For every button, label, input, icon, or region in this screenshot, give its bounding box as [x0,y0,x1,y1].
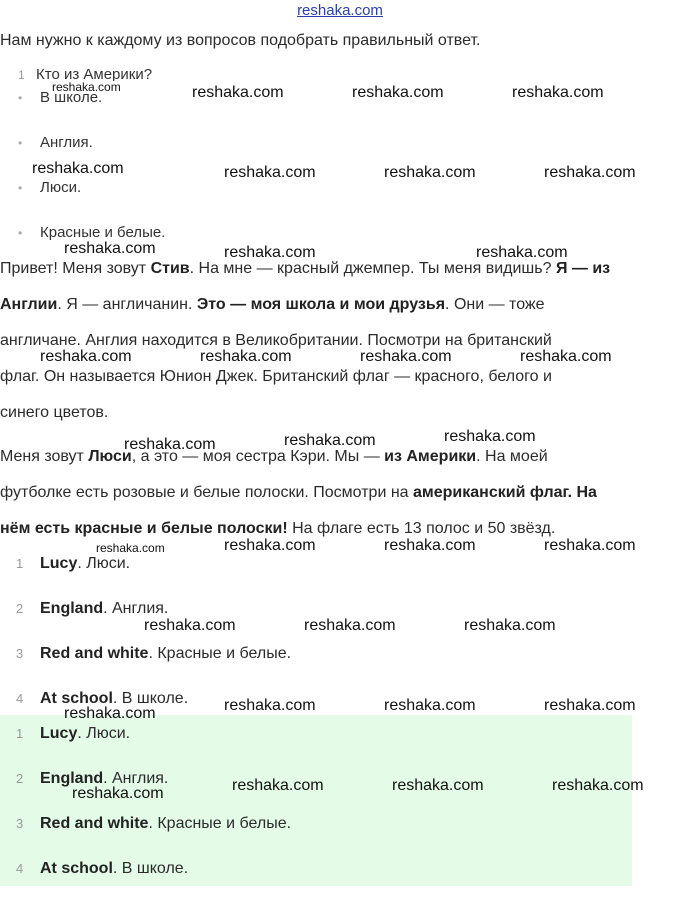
watermark: reshaka.com [384,537,476,554]
answer-list-final [0,724,680,904]
list-item: 1 Lucy. Люси. [16,725,131,742]
question-number: 1 [18,68,25,81]
option-text: Красные и белые. [40,224,166,241]
paragraph-line: англичане. Англия находится в Великобритании. Посмотри на британский [0,332,552,349]
option-item [18,134,93,152]
list-item: 1 Lucy. Люси. [16,555,131,572]
paragraph-line: нём есть красные и белые полоски! На флаге есть 13 полос и 50 звёзд. [0,520,556,537]
bullet-icon: • [18,91,23,105]
watermark: reshaka.com [384,164,476,181]
watermark: reshaka.com [200,348,292,365]
paragraph-line: Меня зовут Люси, а это — моя сестра Кэри. Мы — из Америки. На моей [0,448,548,465]
watermark: reshaka.com [224,537,316,554]
watermark: reshaka.com [40,348,132,365]
option-item [18,179,81,197]
watermark: reshaka.com [384,697,476,714]
watermark: reshaka.com [360,348,452,365]
watermark: reshaka.com [352,84,444,101]
watermark: reshaka.com [476,244,568,261]
watermark: reshaka.com [72,785,164,802]
watermark: reshaka.com [232,777,324,794]
watermark: reshaka.com [64,240,156,257]
watermark: reshaka.com [52,80,121,94]
watermark: reshaka.com [224,697,316,714]
question-item [18,67,152,81]
watermark: reshaka.com [224,244,316,261]
text-paragraph-lucy [0,439,678,547]
bullet-icon: • [18,136,23,150]
watermark: reshaka.com [392,777,484,794]
watermark: reshaka.com [544,697,636,714]
paragraph-line: Англии. Я — англичанин. Это — моя школа и мои друзья. Они — тоже [0,296,545,313]
watermark: reshaka.com [552,777,644,794]
list-item: 2 England. Англия. [16,770,169,787]
list-item: 4 At school. В школе. [16,860,189,877]
watermark: reshaka.com [520,348,612,365]
watermark: reshaka.com [544,164,636,181]
bullet-icon: • [18,181,23,195]
watermark: reshaka.com [444,428,536,445]
watermark: reshaka.com [464,617,556,634]
option-text: В школе. [40,89,103,106]
site-link[interactable]: reshaka.com [297,2,383,19]
watermark: reshaka.com [64,705,156,722]
paragraph-line: флаг. Он называется Юнион Джек. Британский флаг — красного, белого и [0,368,552,385]
option-text: Люси. [40,179,82,196]
watermark: reshaka.com [512,84,604,101]
paragraph-line: футболке есть розовые и белые полоски. Посмотри на американский флаг. На [0,484,597,501]
list-item: 4 At school. В школе. [16,690,189,707]
paragraph-line: синего цветов. [0,404,109,421]
watermark: reshaka.com [304,617,396,634]
watermark: reshaka.com [96,541,165,555]
watermark: reshaka.com [124,436,216,453]
bullet-icon: • [18,226,23,240]
task-instruction: Нам нужно к каждому из вопросов подобрать правильный ответ. [0,32,481,49]
text-paragraph-steve [0,251,678,431]
list-item: 3 Red and white. Красные и белые. [16,645,292,662]
watermark: reshaka.com [224,164,316,181]
option-text: Англия. [40,134,93,151]
watermark: reshaka.com [192,84,284,101]
watermark: reshaka.com [144,617,236,634]
watermark: reshaka.com [284,432,376,449]
watermark: reshaka.com [32,160,124,177]
paragraph-line: Привет! Меня зовут Стив. На мне — красный джемпер. Ты меня видишь? Я — из [0,260,611,277]
question-text: Кто из Америки? [36,67,153,81]
watermark: reshaka.com [544,537,636,554]
list-item: 3 Red and white. Красные и белые. [16,815,292,832]
list-item: 2 England. Англия. [16,600,169,617]
